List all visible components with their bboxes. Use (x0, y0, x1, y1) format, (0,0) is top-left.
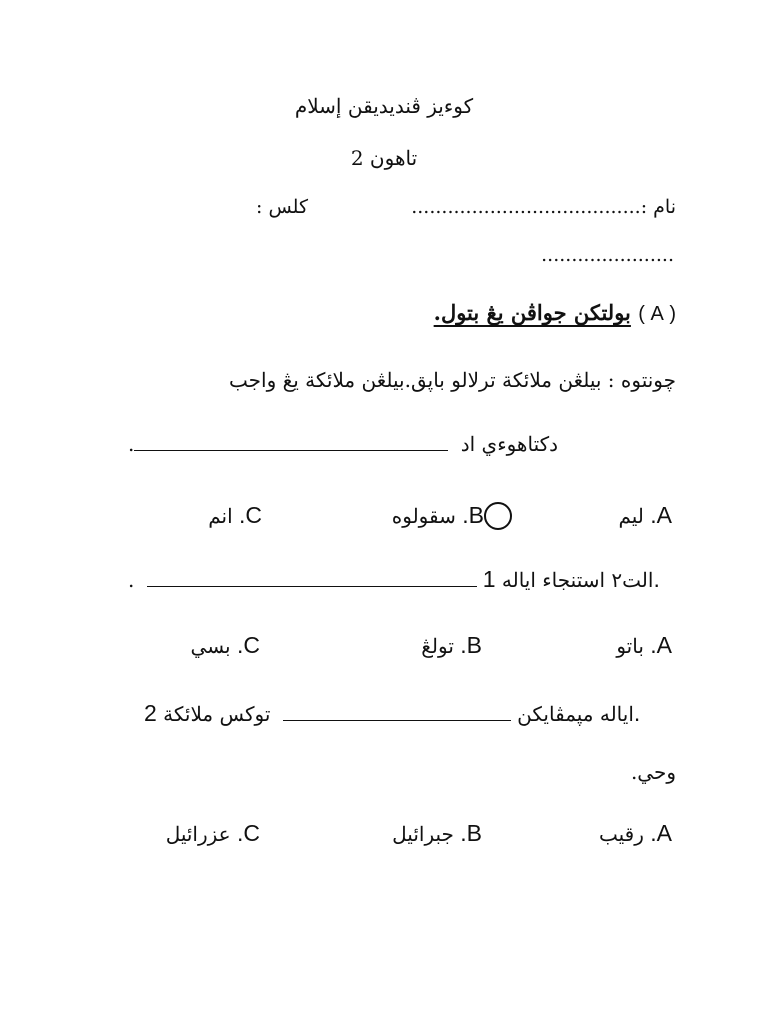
answer-circle-mark (484, 502, 512, 530)
question-2-text-after: اياله مپمڤايكن (517, 702, 634, 726)
example-text-line1: چونتوه : بيلڠن ملائكة ترلالو باڽق.بيلڠن ملائكة يڠ واجب (229, 368, 676, 392)
example-answer-blank[interactable] (134, 450, 448, 451)
example-option-b[interactable]: B. سقولوه (391, 502, 484, 528)
name-field-continuation: ...................... (541, 244, 674, 266)
q2-option-a[interactable]: A. رقيب (599, 820, 672, 846)
section-a-heading (434, 300, 676, 326)
example-end-dot: . (128, 432, 135, 456)
q2-option-b[interactable]: B. جبرائيل (392, 820, 482, 846)
example-text-line2: دكتاهوءي اد (460, 432, 559, 456)
example-option-c[interactable]: C. انم (208, 502, 262, 528)
question-2-number: 2. (144, 700, 641, 726)
example-line2 (128, 432, 588, 456)
class-field[interactable]: كلس : (256, 196, 308, 218)
example-option-a[interactable]: A. ليم (618, 502, 672, 528)
year-label: تاهون 2 (350, 146, 418, 170)
q1-option-b[interactable]: B. تولڠ (421, 632, 482, 658)
question-1-answer-blank[interactable] (147, 586, 477, 587)
question-1-number: 1. (482, 566, 660, 592)
section-a-title: بولتكن جواڤن يڠ بتول. (433, 300, 631, 325)
quiz-title: كوءيز ڤنديديقن إسلام (294, 94, 474, 118)
question-2 (140, 700, 676, 727)
name-field[interactable]: نام :...................................... (411, 196, 676, 218)
question-2-text-before: توکس ملائكة (163, 702, 271, 726)
section-a-prefix: ( A ) (638, 303, 676, 325)
q1-option-c[interactable]: C. بسي (190, 632, 260, 658)
question-1-text: الت٢ استنجاء اياله (501, 568, 654, 592)
question-1 (128, 566, 676, 593)
q1-option-a[interactable]: A. باتو (616, 632, 672, 658)
q2-option-c[interactable]: C. عزرائيل (165, 820, 260, 846)
question-1-end-dot: . (128, 568, 135, 592)
question-2-text-line2: وحي. (630, 760, 676, 784)
question-2-answer-blank[interactable] (283, 720, 511, 721)
